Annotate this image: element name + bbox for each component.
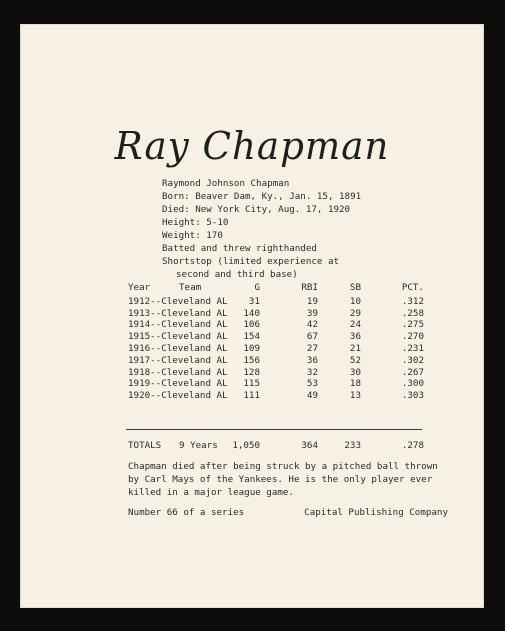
totals-years: 9 Years	[179, 440, 218, 451]
season-year-team: 1920--Cleveland AL	[128, 390, 228, 402]
table-row	[128, 355, 438, 367]
table-row	[128, 343, 438, 355]
totals-g: 1,050	[232, 440, 260, 451]
table-row	[128, 390, 438, 402]
bio-died: Died: New York City, Aug. 17, 1920	[162, 204, 351, 215]
season-rbi: 67	[306, 331, 318, 343]
series-number: Number 66 of a series	[128, 507, 245, 518]
season-games: 128	[243, 366, 260, 378]
stats-header-row	[128, 282, 438, 294]
season-year-team: 1916--Cleveland AL	[128, 342, 228, 354]
bio-full-name: Raymond Johnson Chapman	[162, 178, 290, 189]
stat-card	[20, 24, 484, 608]
season-batting-average: .270	[401, 331, 424, 343]
stats-table	[128, 282, 438, 402]
table-row	[128, 331, 438, 343]
player-bio	[162, 177, 361, 281]
bio-position: Shortstop (limited experience at	[162, 256, 340, 267]
card-footer	[128, 507, 448, 519]
publisher-name: Capital Publishing Company	[304, 507, 448, 518]
header-team: Team	[179, 282, 202, 293]
season-year-team: 1915--Cleveland AL	[128, 331, 228, 343]
totals-row	[128, 440, 438, 452]
header-rbi: RBI	[301, 282, 318, 293]
bio-position-continued: second and third base)	[176, 269, 298, 280]
season-batting-average: .275	[401, 319, 424, 331]
season-year-team: 1912--Cleveland AL	[128, 295, 228, 307]
season-stolen-bases: 29	[349, 307, 361, 319]
season-rbi: 19	[306, 295, 318, 307]
season-batting-average: .300	[401, 378, 424, 390]
season-games: 140	[243, 307, 260, 319]
season-batting-average: .302	[401, 354, 424, 366]
season-rbi: 36	[306, 354, 318, 366]
season-rbi: 32	[306, 366, 318, 378]
season-batting-average: .267	[401, 366, 424, 378]
season-stolen-bases: 10	[349, 295, 361, 307]
season-stolen-bases: 13	[349, 390, 361, 402]
bio-height: Height: 5-10	[162, 217, 229, 228]
season-batting-average: .312	[401, 295, 424, 307]
season-batting-average: .231	[401, 342, 424, 354]
season-year-team: 1918--Cleveland AL	[128, 366, 228, 378]
table-row	[128, 319, 438, 331]
biography-note: Chapman died after being struck by a pitched ball thrown by Carl Mays of the Yankees. He is the only player ever killed in a major league game.	[128, 461, 438, 498]
season-games: 109	[243, 342, 260, 354]
season-games: 156	[243, 354, 260, 366]
season-stolen-bases: 52	[349, 354, 361, 366]
season-year-team: 1913--Cleveland AL	[128, 307, 228, 319]
table-row	[128, 296, 438, 308]
season-games: 115	[243, 378, 260, 390]
totals-label: TOTALS	[128, 440, 162, 451]
season-games: 111	[243, 390, 260, 402]
season-year-team: 1914--Cleveland AL	[128, 319, 228, 331]
season-rbi: 42	[306, 319, 318, 331]
season-year-team: 1917--Cleveland AL	[128, 354, 228, 366]
season-stolen-bases: 18	[349, 378, 361, 390]
totals-pct: .278	[401, 440, 424, 451]
season-stolen-bases: 36	[349, 331, 361, 343]
season-rbi: 53	[306, 378, 318, 390]
season-batting-average: .303	[401, 390, 424, 402]
season-stolen-bases: 30	[349, 366, 361, 378]
totals-divider	[126, 429, 422, 430]
totals-rbi: 364	[301, 440, 318, 451]
bio-born: Born: Beaver Dam, Ky., Jan. 15, 1891	[162, 191, 362, 202]
header-g: G	[254, 282, 260, 293]
season-rbi: 49	[306, 390, 318, 402]
season-batting-average: .258	[401, 307, 424, 319]
season-games: 106	[243, 319, 260, 331]
season-rbi: 39	[306, 307, 318, 319]
bio-batting: Batted and threw righthanded	[162, 243, 317, 254]
season-year-team: 1919--Cleveland AL	[128, 378, 228, 390]
header-pct: PCT.	[401, 282, 424, 293]
season-stolen-bases: 24	[349, 319, 361, 331]
table-row	[128, 308, 438, 320]
header-sb: SB	[349, 282, 361, 293]
header-year: Year	[128, 282, 151, 293]
totals-sb: 233	[344, 440, 361, 451]
table-row	[128, 378, 438, 390]
season-games: 31	[248, 295, 260, 307]
player-name-title: Ray Chapman	[114, 124, 390, 168]
season-games: 154	[243, 331, 260, 343]
season-rbi: 27	[306, 342, 318, 354]
bio-weight: Weight: 170	[162, 230, 223, 241]
season-stolen-bases: 21	[349, 342, 361, 354]
table-row	[128, 367, 438, 379]
